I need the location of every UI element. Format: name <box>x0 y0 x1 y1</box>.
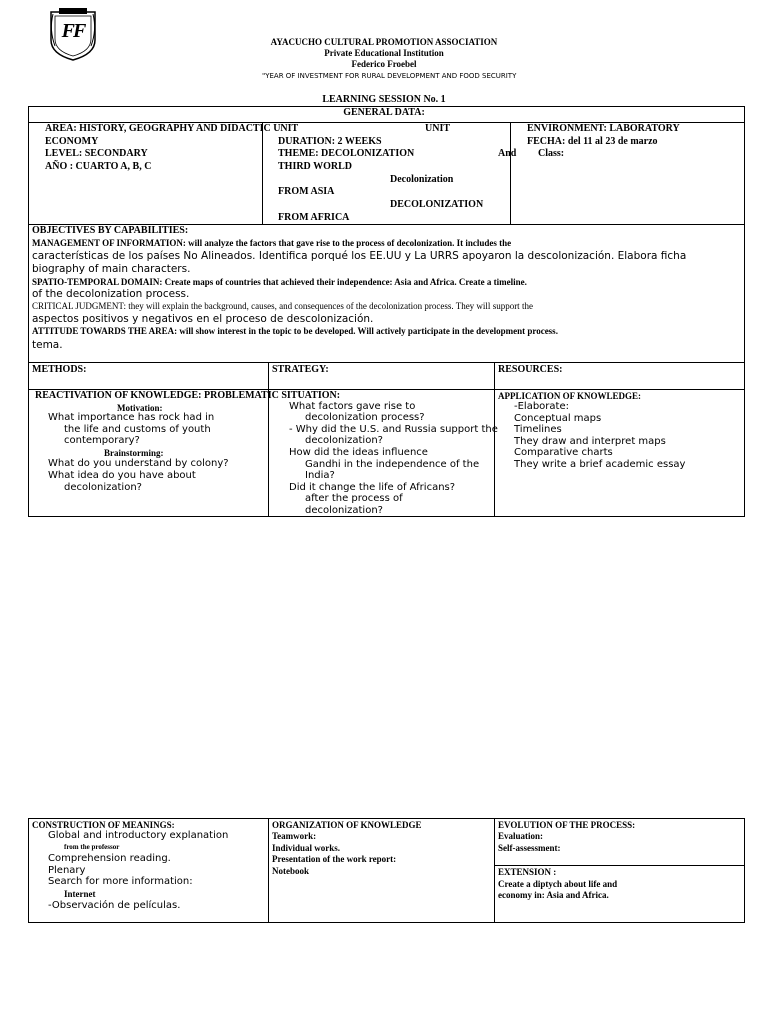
construction-item-2: from the professor <box>64 843 120 851</box>
motivation-q2: the life and customs of youth <box>64 424 211 435</box>
brainstorming-q1: What do you understand by colony? <box>48 458 229 469</box>
institution-name: Private Educational Institution <box>324 48 444 58</box>
motivation-label: Motivation: <box>117 403 163 413</box>
theme-and: And <box>498 148 517 159</box>
objective-attitude: ATTITUDE TOWARDS THE AREA: will show interest in the topic to be developed. Will actively participate in the development process. <box>32 326 558 336</box>
resources-heading: RESOURCES: <box>498 364 563 375</box>
objectives-heading: OBJECTIVES BY CAPABILITIES: <box>32 225 189 236</box>
resource-timelines: Timelines <box>514 424 562 435</box>
third-world: THIRD WORLD <box>278 161 352 172</box>
extension-item-1: Create a diptych about life and <box>498 879 618 889</box>
construction-item-7: -Observación de películas. <box>48 900 181 911</box>
evolution-item-1: Evaluation: <box>498 831 544 841</box>
objective-management-2: características de los países No Alineados. Identifica porqué los EE.UU y La URRS apoyaron la descolonización. Elabora ficha <box>32 250 687 262</box>
logo-letters: FF <box>61 20 85 42</box>
brainstorming-q2: What idea do you have about <box>48 470 196 481</box>
strategy-q9: after the process of <box>305 493 403 504</box>
from-africa: FROM AFRICA <box>278 212 350 223</box>
resource-maps: They draw and interpret maps <box>514 436 666 447</box>
environment-label: ENVIRONMENT: LABORATORY <box>527 123 680 134</box>
construction-item-3: Comprehension reading. <box>48 853 171 864</box>
strategy-q3: - Why did the U.S. and Russia support the <box>289 424 498 435</box>
brainstorming-label: Brainstorming: <box>104 448 164 458</box>
organization-item-2: Individual works. <box>272 843 341 853</box>
construction-item-4: Plenary <box>48 865 86 876</box>
strategy-q6: Gandhi in the independence of the <box>305 459 480 470</box>
organization-heading: ORGANIZATION OF KNOWLEDGE <box>272 820 422 830</box>
from-asia: FROM ASIA <box>278 186 335 197</box>
extension-item-2: economy in: Asia and Africa. <box>498 890 609 900</box>
strategy-q7: India? <box>305 470 335 481</box>
strategy-q4: decolonization? <box>305 435 383 446</box>
construction-item-1: Global and introductory explanation <box>48 830 229 841</box>
construction-item-6: Internet <box>64 889 96 899</box>
objective-spatio: SPATIO-TEMPORAL DOMAIN: Create maps of countries that achieved their independence: Asia and Africa. Create a timeline. <box>32 277 527 287</box>
objective-attitude-2: tema. <box>32 339 63 351</box>
school-name: Federico Froebel <box>351 59 417 69</box>
session-title: LEARNING SESSION No. 1 <box>322 94 446 105</box>
area-economy: ECONOMY <box>45 136 99 147</box>
objective-management-3: biography of main characters. <box>32 263 191 275</box>
reactivation-heading: REACTIVATION OF KNOWLEDGE: PROBLEMATIC SITUATION: <box>35 390 341 401</box>
strategy-q8: Did it change the life of Africans? <box>289 482 456 493</box>
application-heading: APPLICATION OF KNOWLEDGE: <box>498 391 642 401</box>
level-label: LEVEL: SECONDARY <box>45 148 148 159</box>
org-name: AYACUCHO CULTURAL PROMOTION ASSOCIATION <box>270 37 498 47</box>
motivation-q1: What importance has rock had in <box>48 412 215 423</box>
organization-item-4: Notebook <box>272 866 310 876</box>
theme-label: THEME: DECOLONIZATION <box>278 148 415 159</box>
motivation-q3: contemporary? <box>64 435 140 446</box>
strategy-heading: STRATEGY: <box>272 364 329 375</box>
resource-charts: Comparative charts <box>514 447 613 458</box>
objective-critical: CRITICAL JUDGMENT: they will explain the background, causes, and consequences of the decolonization process. They will support the <box>32 301 533 311</box>
methods-heading: METHODS: <box>32 364 87 375</box>
class-label: Class: <box>538 148 565 159</box>
fecha-label: FECHA: del 11 al 23 de marzo <box>527 136 658 147</box>
strategy-q2: decolonization process? <box>305 412 425 423</box>
organization-item-1: Teamwork: <box>272 831 317 841</box>
general-data-heading: GENERAL DATA: <box>343 107 425 118</box>
resource-essay: They write a brief academic essay <box>514 459 686 470</box>
year-class-label: AÑO : CUARTO A, B, C <box>45 161 152 172</box>
brainstorming-q3: decolonization? <box>64 482 142 493</box>
strategy-q1: What factors gave rise to <box>289 401 416 412</box>
area-label: AREA: HISTORY, GEOGRAPHY AND DIDACTIC UNIT <box>45 123 299 134</box>
objective-management: MANAGEMENT OF INFORMATION: will analyze the factors that gave rise to the process of decolonization. It includes the <box>32 238 512 248</box>
evolution-heading: EVOLUTION OF THE PROCESS: <box>498 820 636 830</box>
construction-heading: CONSTRUCTION OF MEANINGS: <box>32 820 175 830</box>
duration-label: DURATION: 2 WEEKS <box>278 136 382 147</box>
strategy-q5: How did the ideas influence <box>289 447 428 458</box>
year-motto: "YEAR OF INVESTMENT FOR RURAL DEVELOPMENT AND FOOD SECURITY <box>262 72 517 80</box>
objective-spatio-2: of the decolonization process. <box>32 288 190 300</box>
resource-conceptual-maps: Conceptual maps <box>514 413 602 424</box>
construction-item-5: Search for more information: <box>48 876 193 887</box>
decolonization-1: Decolonization <box>390 174 454 185</box>
decolonization-2: DECOLONIZATION <box>390 199 484 210</box>
strategy-q10: decolonization? <box>305 505 383 516</box>
resource-elaborate: -Elaborate: <box>514 401 569 412</box>
organization-item-3: Presentation of the work report: <box>272 854 397 864</box>
evolution-item-2: Self-assessment: <box>498 843 561 853</box>
unit-label: UNIT <box>425 123 451 134</box>
objective-critical-2: aspectos positivos y negativos en el proceso de descolonización. <box>32 313 374 325</box>
extension-heading: EXTENSION : <box>498 867 557 877</box>
